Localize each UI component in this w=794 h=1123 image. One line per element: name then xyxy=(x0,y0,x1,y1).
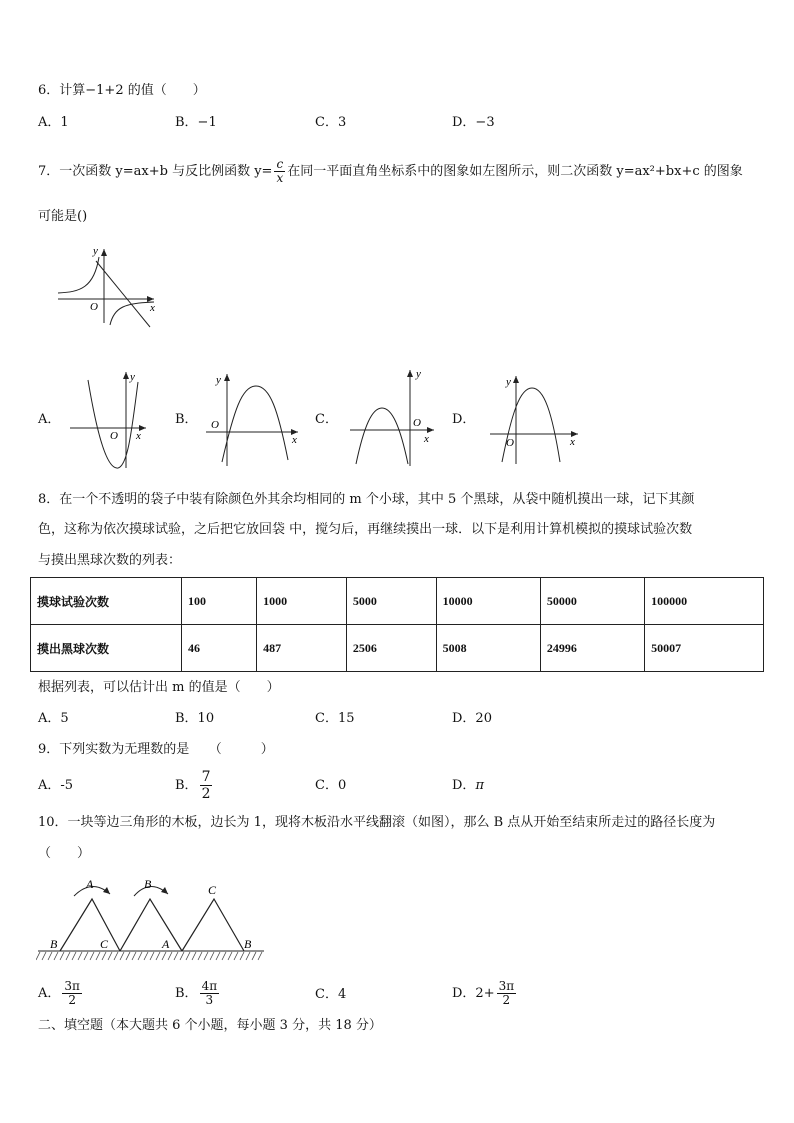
frac-num: 3π xyxy=(498,979,515,993)
q8-option-b: B．10 xyxy=(175,711,215,726)
q6-option-a: A．1 xyxy=(38,115,69,130)
table-cell: 100000 xyxy=(645,578,764,625)
q6-option-c: C．3 xyxy=(315,115,347,130)
vertex-label: B xyxy=(50,937,58,951)
table-cell: 50000 xyxy=(540,578,644,625)
origin-label: O xyxy=(110,430,118,442)
y-axis-label: y xyxy=(130,371,135,383)
y-axis-arrow-icon xyxy=(224,374,230,381)
q9-option-b xyxy=(175,768,214,804)
triangle-1 xyxy=(60,899,120,951)
section2-title: 二、填空题（本大题共 6 个小题，每小题 3 分，共 18 分） xyxy=(38,1018,382,1033)
q7-stem-line1 xyxy=(38,158,743,185)
parabola xyxy=(502,388,560,462)
arc-arrow-icon xyxy=(103,887,110,894)
hyperbola-branch-left xyxy=(58,257,99,293)
q7-option-d-label: D． xyxy=(452,412,476,427)
table-cell: 5000 xyxy=(346,578,436,625)
q10-option-d-fraction xyxy=(497,980,517,1007)
frac-num: 3π xyxy=(64,979,80,993)
vertex-label: A xyxy=(86,877,94,891)
table-cell: 46 xyxy=(182,625,257,672)
vertex-label: B xyxy=(244,937,252,951)
q10-option-b-fraction xyxy=(200,980,220,1007)
vertex-label: C xyxy=(208,883,217,897)
option-prefix: D．2+ xyxy=(452,986,495,1001)
q9-option-d xyxy=(452,778,484,794)
q9-option-b-fraction xyxy=(200,769,213,802)
x-axis-label: x xyxy=(292,434,297,446)
q9-option-b-prefix: B． xyxy=(175,778,198,793)
table-cell: 100 xyxy=(182,578,257,625)
q7-stem-part1: 7．一次函数 y=ax+b 与反比例函数 y= xyxy=(38,164,273,179)
option-prefix: A． xyxy=(38,986,61,1001)
frac-num: 4π xyxy=(201,979,218,993)
q7-reference-graph xyxy=(50,243,165,328)
table-cell: 5008 xyxy=(436,625,540,672)
q10-option-a xyxy=(38,976,84,1012)
y-axis-arrow-icon xyxy=(407,370,413,377)
ground-hatching xyxy=(36,952,262,960)
vertex-label: C xyxy=(100,937,109,951)
q6-option-d: D．−3 xyxy=(452,115,495,130)
x-axis-label: x xyxy=(424,433,429,445)
q9-option-d-prefix: D． xyxy=(452,778,476,793)
y-axis-label: y xyxy=(216,374,221,386)
q9-stem: 9．下列实数为无理数的是 （ ） xyxy=(38,742,274,757)
q7-option-c-label: C． xyxy=(315,412,338,427)
q8-stem-line3: 与摸出黑球次数的列表： xyxy=(38,553,182,568)
q7-option-a-label: A． xyxy=(38,412,61,427)
q6-option-b: B．−1 xyxy=(175,115,217,130)
y-axis-arrow-icon xyxy=(513,376,519,383)
table-cell: 50007 xyxy=(645,625,764,672)
origin-label: O xyxy=(211,419,219,431)
frac-den: 2 xyxy=(201,786,211,802)
table-row xyxy=(31,578,764,625)
q10-rolling-triangle-figure xyxy=(36,872,268,968)
frac-den: 2 xyxy=(68,993,76,1007)
q7-option-c-graph xyxy=(346,366,441,470)
x-axis-label: x xyxy=(136,430,141,442)
table-cell: 24996 xyxy=(540,625,644,672)
q8-option-a: A．5 xyxy=(38,711,69,726)
q8-stem-line1: 8．在一个不透明的袋子中装有除颜色外其余均相同的 m 个小球，其中 5 个黑球，从袋中随机摸出一球，记下其颜 xyxy=(38,492,695,507)
q9-option-c: C．0 xyxy=(315,778,347,793)
q9-option-d-value: π xyxy=(475,778,484,793)
frac-den: 2 xyxy=(502,993,511,1007)
table-row-label: 摸球试验次数 xyxy=(31,578,182,625)
q8-option-c: C．15 xyxy=(315,711,355,726)
y-axis-label: y xyxy=(416,368,421,380)
q8-after-table: 根据列表，可以估计出 m 的值是（ ） xyxy=(38,680,280,695)
frac-num: 7 xyxy=(201,769,211,785)
parabola xyxy=(356,408,408,464)
table-cell: 2506 xyxy=(346,625,436,672)
table-cell: 1000 xyxy=(257,578,347,625)
triangle-2 xyxy=(120,899,182,951)
q7-fraction xyxy=(274,158,285,185)
y-axis-label: y xyxy=(506,376,511,388)
q10-option-b xyxy=(175,976,221,1012)
origin-label: O xyxy=(413,417,421,429)
x-axis-label: x xyxy=(150,302,155,314)
q7-option-d-graph xyxy=(486,372,586,472)
y-axis-arrow-icon xyxy=(123,372,129,379)
table-cell: 487 xyxy=(257,625,347,672)
q7-option-a-graph xyxy=(66,368,154,473)
q10-stem-line1: 10．一块等边三角形的木板，边长为 1，现将木板沿水平线翻滚（如图），那么 B 点从开始至结束所走过的路径长度为 xyxy=(38,815,716,830)
table-cell: 10000 xyxy=(436,578,540,625)
q10-option-a-fraction xyxy=(62,980,82,1007)
q7-option-b-label: B． xyxy=(175,412,198,427)
q7-stem-part2: 在同一平面直角坐标系中的图象如左图所示，则二次函数 y=ax²+bx+c 的图象 xyxy=(287,164,743,179)
y-axis-arrow-icon xyxy=(101,249,107,256)
q7-frac-den: x xyxy=(276,171,284,185)
triangle-3 xyxy=(182,899,244,951)
q6-stem: 6．计算−1+2 的值（ ） xyxy=(38,83,206,98)
table-row xyxy=(31,625,764,672)
q7-frac-num: c xyxy=(274,158,285,172)
q8-option-d: D．20 xyxy=(452,711,492,726)
q10-stem-line2: （ ） xyxy=(38,846,91,861)
vertex-label: B xyxy=(144,877,152,891)
frac-den: 3 xyxy=(205,993,214,1007)
q8-stem-line2: 色，这称为依次摸球试验，之后把它放回袋 中，搅匀后，再继续摸出一球．以下是利用计算机模拟的摸球试验次数 xyxy=(38,522,693,537)
parabola xyxy=(88,380,138,468)
q8-data-table xyxy=(30,577,764,672)
vertex-label: A xyxy=(162,937,170,951)
x-axis-label: x xyxy=(570,436,575,448)
q7-option-b-graph xyxy=(202,370,302,470)
q9-option-a: A．-5 xyxy=(38,778,74,793)
origin-label: O xyxy=(506,437,514,449)
option-prefix: B． xyxy=(175,986,198,1001)
arc-arrow-icon xyxy=(161,887,168,894)
origin-label: O xyxy=(90,301,98,313)
q10-option-c: C．4 xyxy=(315,987,347,1002)
table-row-label: 摸出黑球次数 xyxy=(31,625,182,672)
y-axis-label: y xyxy=(93,245,98,257)
parabola xyxy=(222,386,288,462)
q7-stem-line2: 可能是() xyxy=(38,209,88,224)
q10-option-d xyxy=(452,976,518,1012)
